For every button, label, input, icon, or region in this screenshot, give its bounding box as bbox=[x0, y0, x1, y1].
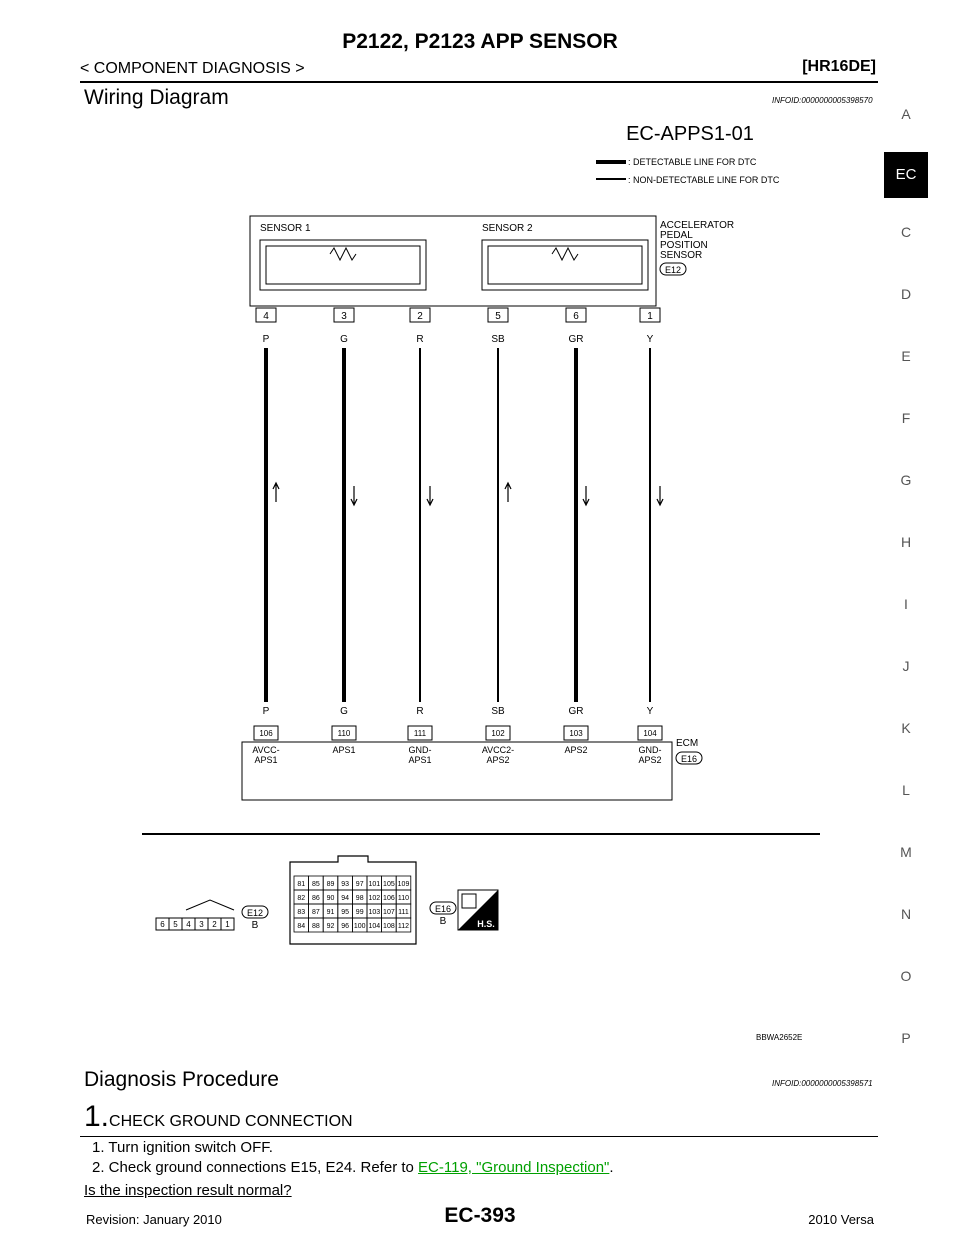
e16-connector-id: E16 bbox=[434, 904, 452, 914]
ground-inspection-link[interactable]: EC-119, "Ground Inspection" bbox=[418, 1159, 610, 1176]
e16-pin-number: 96 bbox=[341, 923, 349, 930]
e16-pin-number: 97 bbox=[355, 881, 364, 888]
sensor-pin-number: 4 bbox=[263, 311, 269, 322]
ecm-pin-number: 111 bbox=[413, 729, 427, 738]
legend-non-detectable: : NON-DETECTABLE LINE FOR DTC bbox=[628, 175, 780, 185]
sensor-pin-number: 5 bbox=[495, 311, 501, 322]
ecm-signal-label: APS2 bbox=[564, 745, 588, 755]
wire-harness bbox=[252, 308, 663, 765]
sensor-name-line: ACCELERATOR bbox=[660, 220, 735, 231]
hs-label: H.S. bbox=[477, 919, 495, 929]
accelerator-pedal-sensor bbox=[250, 216, 734, 306]
sensor-name-line: PEDAL bbox=[660, 230, 693, 241]
section-index-a: A bbox=[901, 106, 911, 122]
sensor-pin-number: 1 bbox=[647, 311, 653, 322]
sensor1-label: SENSOR 1 bbox=[260, 223, 311, 234]
sensor2-label: SENSOR 2 bbox=[482, 223, 533, 234]
harness-side-symbol bbox=[458, 890, 498, 930]
signal-direction-arrow bbox=[583, 486, 589, 505]
signal-direction-arrow bbox=[505, 483, 511, 502]
section-title-diagnosis: Diagnosis Procedure bbox=[84, 1068, 279, 1091]
wire-color-top: P bbox=[262, 334, 270, 345]
e16-pin-number: 92 bbox=[326, 923, 335, 930]
e16-pin-number: 84 bbox=[297, 923, 306, 930]
sensor-pin-number: 2 bbox=[417, 311, 423, 322]
wire-p bbox=[252, 308, 279, 765]
e16-pin-number: 99 bbox=[355, 909, 364, 916]
e16-pin-number: 95 bbox=[341, 909, 349, 916]
ecm-signal-label: AVCC- bbox=[252, 745, 280, 755]
ecm-pin-number: 110 bbox=[337, 729, 351, 738]
step-heading bbox=[84, 1100, 353, 1134]
legend-detectable: : DETECTABLE LINE FOR DTC bbox=[628, 157, 757, 167]
ecm-signal-label: GND- bbox=[408, 745, 432, 755]
inspection-question: Is the inspection result normal? bbox=[84, 1182, 292, 1199]
section-index-g: G bbox=[900, 472, 912, 488]
diagram-legend bbox=[596, 157, 780, 185]
step-list bbox=[92, 1138, 614, 1178]
e16-pin-number: 90 bbox=[326, 895, 335, 902]
e16-pin-number: 104 bbox=[368, 923, 381, 930]
e16-pin-number: 98 bbox=[355, 895, 364, 902]
wire-color-top: G bbox=[340, 334, 348, 345]
e16-pin-number: 107 bbox=[383, 909, 395, 916]
ecm-block bbox=[242, 738, 702, 800]
sensor-name-line: SENSOR bbox=[660, 250, 703, 261]
ecm-connector-id: E16 bbox=[680, 754, 698, 764]
ecm-pin-number: 104 bbox=[643, 729, 657, 738]
e16-pin-number: 102 bbox=[368, 895, 381, 902]
sensor-connector-id: E12 bbox=[664, 265, 682, 275]
e12-pin-number: 6 bbox=[160, 920, 165, 929]
section-index-p: P bbox=[901, 1030, 911, 1046]
e12-connector-color: B bbox=[251, 920, 259, 931]
ecm-signal-label: APS2 bbox=[486, 755, 510, 765]
resistor-symbol bbox=[552, 248, 578, 260]
e16-pin-number: 103 bbox=[368, 909, 381, 916]
e16-pin-number: 86 bbox=[312, 895, 320, 902]
wiring-diagram bbox=[90, 112, 850, 1052]
section-index-sidebar bbox=[884, 100, 928, 1060]
wire-color-bottom: R bbox=[416, 706, 424, 717]
wire-color-bottom: G bbox=[340, 706, 348, 717]
e12-connector-id: E12 bbox=[246, 908, 264, 918]
sensor-name-line: POSITION bbox=[660, 240, 708, 251]
e16-pin-number: 91 bbox=[326, 909, 335, 916]
sensor-pin-number: 6 bbox=[573, 311, 579, 322]
ecm-signal-label: APS1 bbox=[254, 755, 278, 765]
step-number: 1. bbox=[84, 1100, 110, 1133]
ecm-name: ECM bbox=[676, 738, 699, 749]
e16-pin-number: 87 bbox=[312, 909, 320, 916]
wire-gr bbox=[564, 308, 589, 755]
footer-model: 2010 Versa bbox=[808, 1212, 874, 1227]
e16-pin-number: 85 bbox=[312, 881, 320, 888]
e16-pin-number: 106 bbox=[383, 895, 395, 902]
e16-pin-number: 110 bbox=[397, 895, 410, 902]
e16-pin-number: 100 bbox=[353, 923, 366, 930]
wire-sb bbox=[482, 308, 514, 765]
ecm-signal-label: GND- bbox=[638, 745, 662, 755]
wire-color-top: Y bbox=[646, 334, 654, 345]
e16-pin-number: 93 bbox=[341, 881, 349, 888]
ecm-signal-label: APS1 bbox=[408, 755, 432, 765]
signal-direction-arrow bbox=[427, 486, 433, 505]
section-index-k: K bbox=[901, 720, 911, 736]
section-index-f: F bbox=[901, 410, 911, 426]
e16-pin-number: 88 bbox=[312, 923, 320, 930]
section-index-c: C bbox=[900, 224, 912, 240]
e12-pin-number: 3 bbox=[199, 920, 204, 929]
section-index-m: M bbox=[900, 844, 912, 860]
section-index-e: E bbox=[901, 348, 911, 364]
connector-e16-face bbox=[290, 856, 456, 944]
sensor-pin-number: 3 bbox=[341, 311, 347, 322]
wire-color-bottom: GR bbox=[568, 706, 584, 717]
section-index-j: J bbox=[902, 658, 910, 674]
e16-pin-number: 101 bbox=[368, 881, 381, 888]
e16-pin-number: 112 bbox=[397, 923, 410, 930]
signal-direction-arrow bbox=[351, 486, 357, 505]
wire-color-top: R bbox=[416, 334, 424, 345]
e16-connector-color: B bbox=[439, 916, 447, 927]
section-index-l: L bbox=[902, 782, 910, 798]
wire-color-top: GR bbox=[568, 334, 584, 345]
section-index-d: D bbox=[900, 286, 912, 302]
wire-g bbox=[332, 308, 357, 755]
e16-pin-number: 83 bbox=[297, 909, 306, 916]
e16-pin-number: 81 bbox=[297, 881, 306, 888]
figure-id: BBWA2652E bbox=[756, 1033, 803, 1042]
wire-y bbox=[638, 308, 663, 765]
engine-tag: [HR16DE] bbox=[802, 58, 876, 75]
wire-r bbox=[408, 308, 433, 765]
footer-page-number: EC-393 bbox=[444, 1204, 516, 1227]
connector-e12-face bbox=[156, 900, 268, 931]
footer-revision: Revision: January 2010 bbox=[86, 1212, 222, 1227]
e16-pin-number: 111 bbox=[398, 909, 409, 916]
e12-pin-number: 4 bbox=[186, 920, 191, 929]
ecm-pin-number: 102 bbox=[491, 729, 505, 738]
signal-direction-arrow bbox=[273, 483, 279, 502]
resistor-symbol bbox=[330, 248, 356, 260]
section-index-n: N bbox=[900, 906, 912, 922]
section-index-o: O bbox=[900, 968, 912, 984]
ecm-signal-label: APS2 bbox=[638, 755, 662, 765]
signal-direction-arrow bbox=[657, 486, 663, 505]
header-rule bbox=[80, 81, 878, 83]
section-index-i: I bbox=[904, 596, 908, 612]
breadcrumb: < COMPONENT DIAGNOSIS > bbox=[80, 60, 305, 77]
page-title: P2122, P2123 APP SENSOR bbox=[342, 30, 618, 53]
e16-pin-number: 108 bbox=[383, 923, 395, 930]
e16-pin-number: 82 bbox=[297, 895, 306, 902]
section-index-h: H bbox=[900, 534, 912, 550]
step-item: 2. Check ground connections E15, E24. Refer to EC-119, "Ground Inspection". bbox=[92, 1159, 614, 1176]
ecm-signal-label: AVCC2- bbox=[481, 745, 515, 755]
ecm-signal-label: APS1 bbox=[332, 745, 356, 755]
section-infoid-diagnosis: INFOID:0000000005398571 bbox=[772, 1079, 873, 1088]
ecm-pin-number: 106 bbox=[259, 729, 273, 738]
e12-pin-number: 1 bbox=[225, 920, 230, 929]
section-index-ec: EC bbox=[884, 152, 928, 198]
wire-color-bottom: P bbox=[262, 706, 270, 717]
step-title: CHECK GROUND CONNECTION bbox=[109, 1113, 353, 1130]
e16-pin-number: 109 bbox=[397, 881, 410, 888]
ecm-pin-number: 103 bbox=[569, 729, 583, 738]
step-rule bbox=[80, 1136, 878, 1137]
wire-color-top: SB bbox=[491, 334, 505, 345]
step-item: 1. Turn ignition switch OFF. bbox=[92, 1139, 273, 1156]
e12-pin-number: 2 bbox=[212, 920, 217, 929]
wire-color-bottom: Y bbox=[646, 706, 654, 717]
e12-pin-number: 5 bbox=[173, 920, 178, 929]
e16-pin-number: 89 bbox=[326, 881, 335, 888]
e16-pin-number: 94 bbox=[341, 895, 349, 902]
e16-pin-number: 105 bbox=[383, 881, 395, 888]
section-infoid-wiring: INFOID:0000000005398570 bbox=[772, 96, 873, 105]
diagram-code: EC-APPS1-01 bbox=[626, 123, 754, 145]
wire-color-bottom: SB bbox=[491, 706, 505, 717]
section-title-wiring: Wiring Diagram bbox=[84, 86, 229, 109]
